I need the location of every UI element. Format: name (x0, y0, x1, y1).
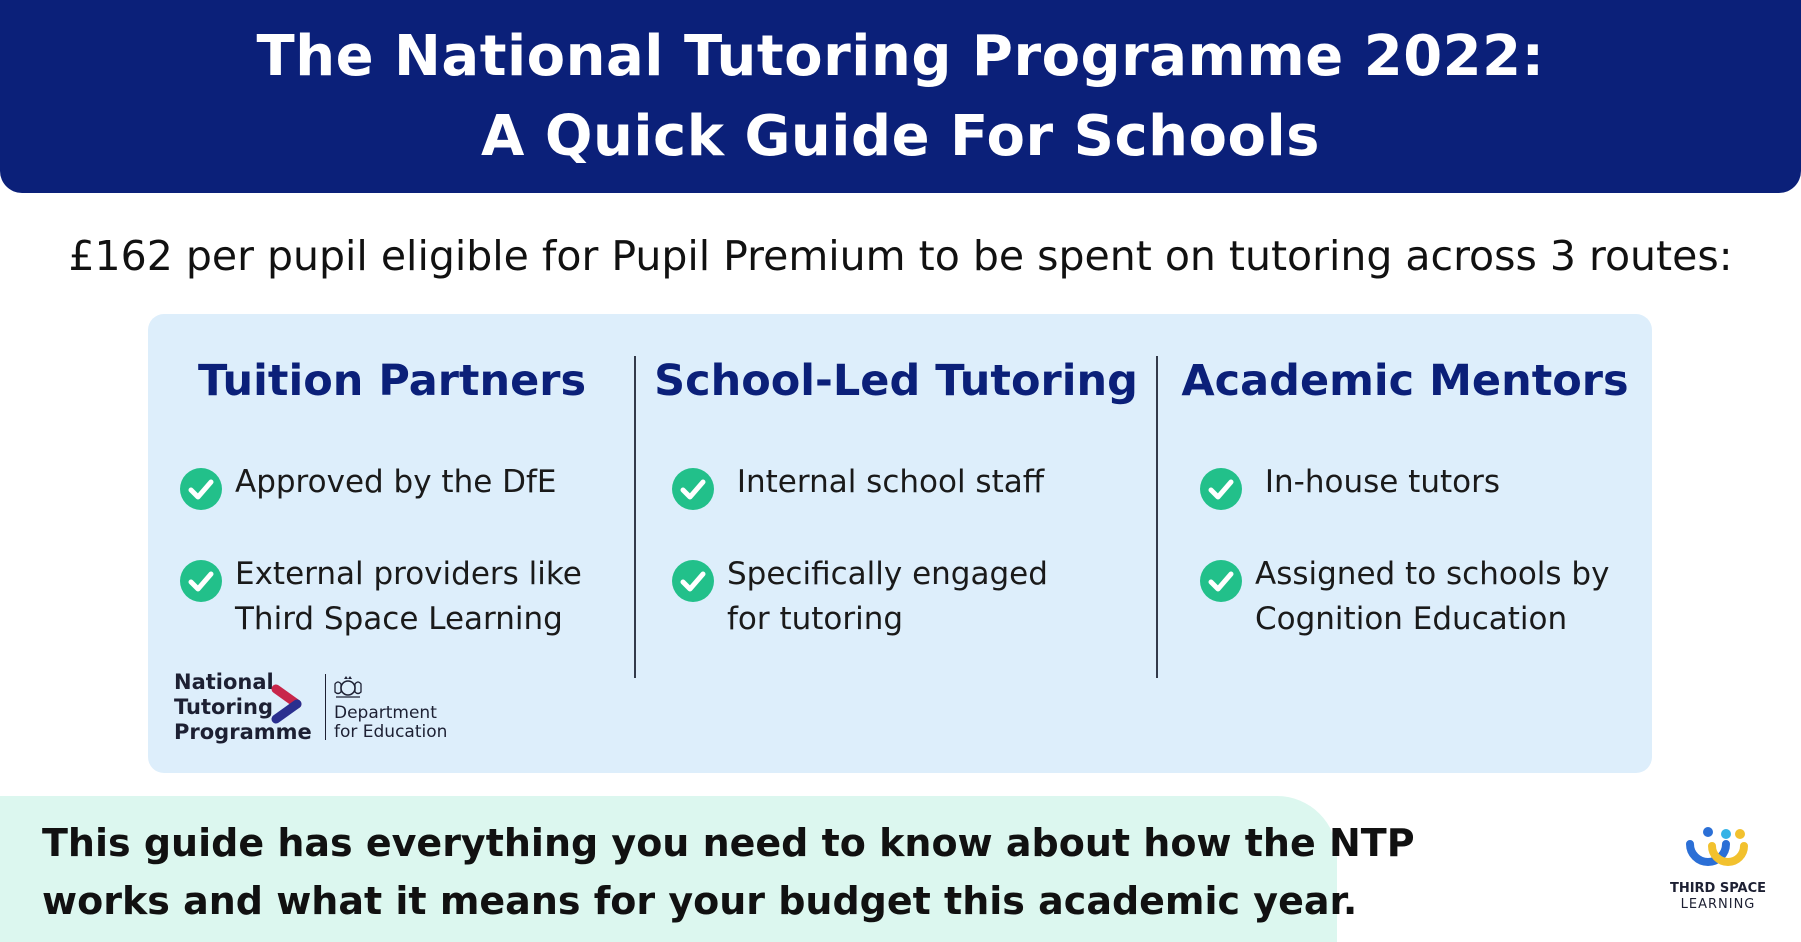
route-item (1200, 552, 1609, 642)
footer-callout (0, 796, 1415, 942)
route-item (672, 552, 1048, 642)
check-circle-icon (1200, 468, 1242, 510)
route-academic-mentors (1158, 314, 1652, 773)
ntp-logo-text: National Tutoring Programme (174, 670, 312, 744)
check-circle-icon (672, 560, 714, 602)
footer-text: This guide has everything you need to know about how the NTP works and what it means for your budget this academic year. (42, 821, 1415, 923)
route-item-text: Assigned to schools by Cognition Education (1255, 556, 1610, 637)
route-title: School-Led Tutoring (654, 356, 1138, 406)
routes-panel (148, 314, 1652, 773)
logo-separator (325, 674, 326, 740)
brand-name: THIRD SPACE LEARNING (1669, 881, 1767, 912)
route-item-text: External providers like Third Space Learning (235, 556, 582, 637)
third-space-learning-logo (1658, 824, 1778, 914)
route-item (1200, 460, 1500, 510)
partner-logos (174, 670, 448, 750)
funding-subtitle: £162 per pupil eligible for Pupil Premium to be spent on tutoring across 3 routes: (68, 232, 1733, 280)
check-circle-icon (1200, 560, 1242, 602)
route-item (672, 460, 1044, 510)
dfe-logo-text: Department for Education (334, 703, 448, 742)
ntp-chevron-icon (271, 684, 305, 724)
third-space-learning-logo-icon (1686, 824, 1750, 876)
route-school-led-tutoring (636, 314, 1156, 773)
route-title: Tuition Partners (197, 356, 587, 406)
page-title-line-2: A Quick Guide For Schools (481, 103, 1320, 169)
route-item-text: Approved by the DfE (235, 464, 557, 500)
royal-crest-icon (332, 674, 364, 700)
route-item (180, 552, 582, 642)
check-circle-icon (180, 468, 222, 510)
route-title: Academic Mentors (1181, 356, 1629, 406)
route-item-text: In-house tutors (1255, 464, 1500, 500)
check-circle-icon (180, 560, 222, 602)
header-banner (0, 0, 1801, 193)
route-item-text: Specifically engaged for tutoring (727, 556, 1048, 637)
route-item (180, 460, 557, 510)
route-item-text: Internal school staff (727, 464, 1045, 500)
route-tuition-partners (148, 314, 634, 773)
check-circle-icon (672, 468, 714, 510)
page-title-line-1: The National Tutoring Programme 2022: (256, 23, 1545, 89)
